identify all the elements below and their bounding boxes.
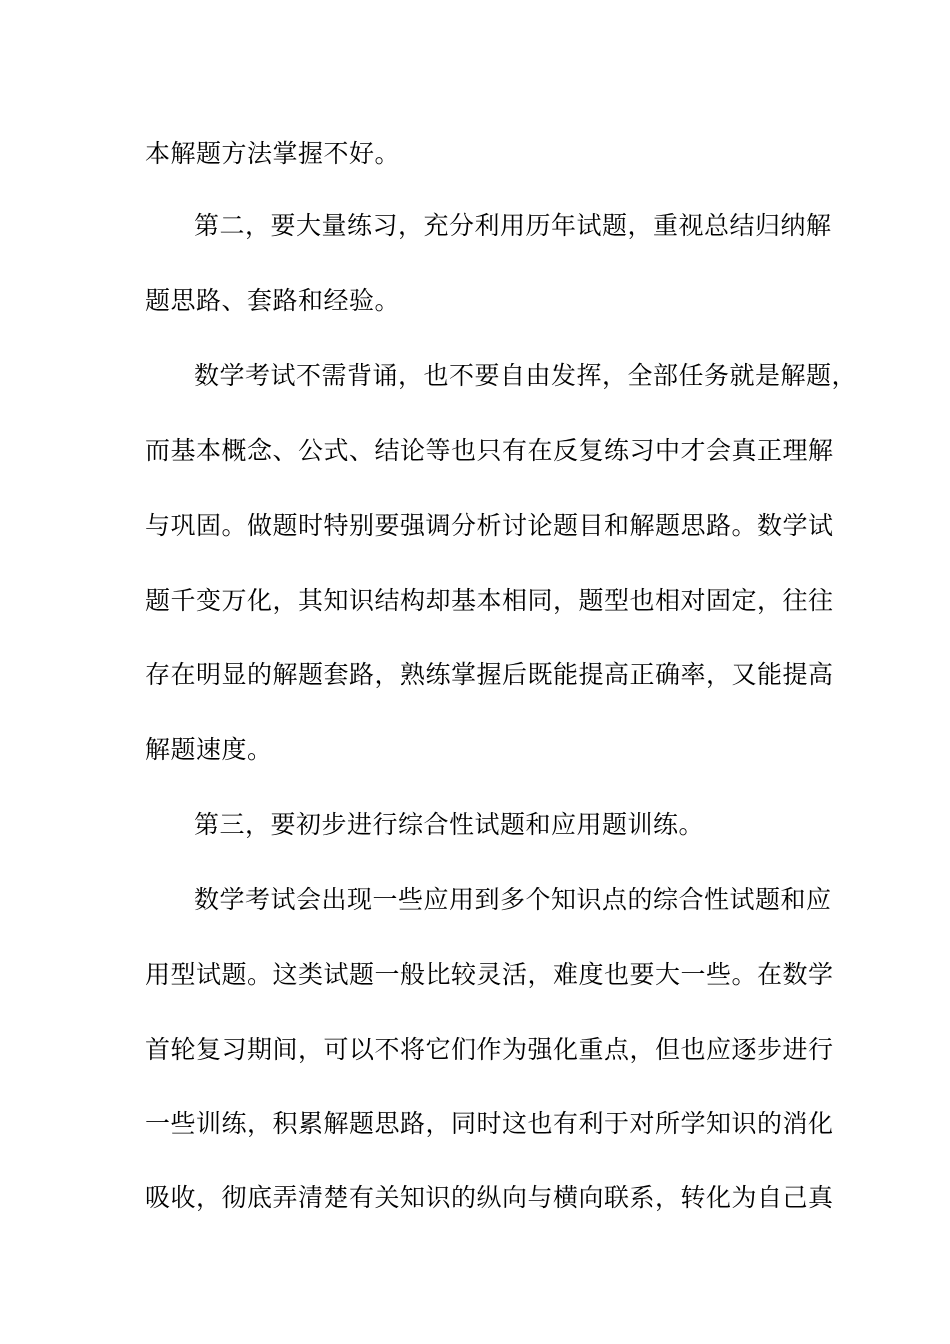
text-line: 首轮复习期间，可以不将它们作为强化重点，但也应逐步进行 [145, 1035, 834, 1064]
paragraph-start-line: 第二，要大量练习，充分利用历年试题，重视总结归纳解 [194, 211, 832, 240]
paragraph-start-line: 数学考试不需背诵，也不要自由发挥，全部任务就是解题， [194, 361, 858, 390]
paragraph-start-line: 第三，要初步进行综合性试题和应用题训练。 [194, 810, 705, 839]
text-line: 而基本概念、公式、结论等也只有在反复练习中才会真正理解 [145, 436, 834, 465]
text-line: 本解题方法掌握不好。 [145, 139, 401, 168]
text-line: 一些训练，积累解题思路，同时这也有利于对所学知识的消化 [145, 1109, 834, 1138]
text-line: 题思路、套路和经验。 [145, 286, 401, 315]
paragraph-start-line: 数学考试会出现一些应用到多个知识点的综合性试题和应 [194, 885, 832, 914]
text-line: 存在明显的解题套路，熟练掌握后既能提高正确率，又能提高 [145, 660, 834, 689]
text-line: 解题速度。 [145, 735, 273, 764]
text-line: 吸收，彻底弄清楚有关知识的纵向与横向联系，转化为自己真 [145, 1183, 834, 1212]
text-line: 用型试题。这类试题一般比较灵活，难度也要大一些。在数学 [145, 960, 834, 989]
text-line: 题千变万化，其知识结构却基本相同，题型也相对固定，往往 [145, 586, 834, 615]
text-line: 与巩固。做题时特别要强调分析讨论题目和解题思路。数学试 [145, 511, 834, 540]
